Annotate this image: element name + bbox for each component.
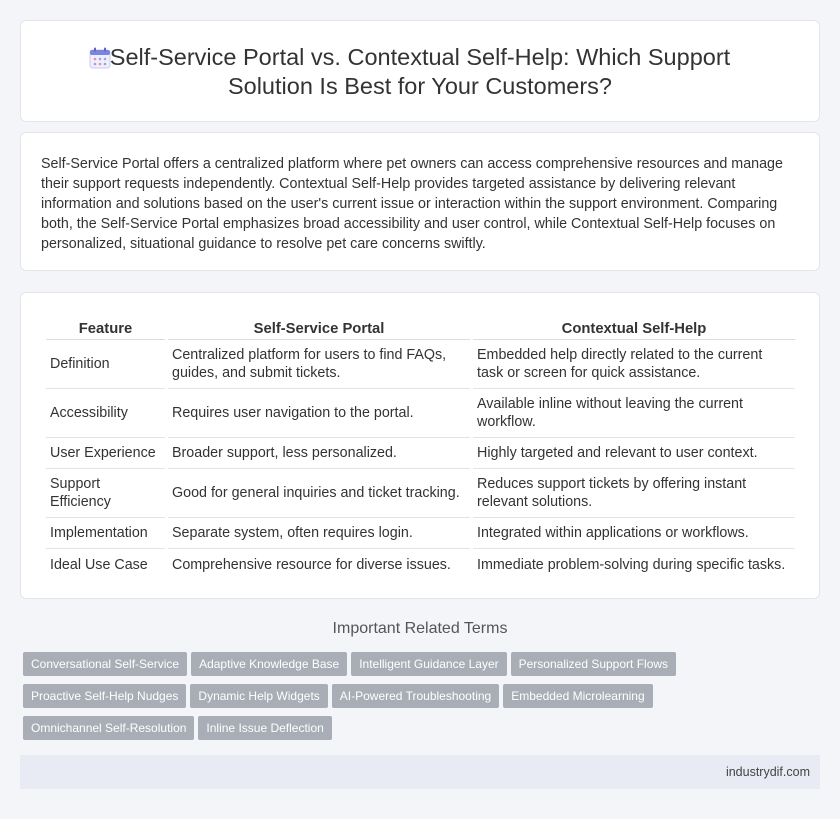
intro-card: [20, 132, 820, 271]
related-term-tag[interactable]: Adaptive Knowledge Base: [191, 652, 347, 676]
page-title-line2: Solution Is Best for Your Customers?: [227, 73, 613, 99]
related-term-tag[interactable]: Personalized Support Flows: [511, 652, 676, 676]
contextual-cell: Immediate problem-solving during specific tasks.: [477, 556, 786, 573]
page-title-line1: Self-Service Portal vs. Contextual Self-Help: Which Support: [109, 44, 731, 70]
comparison-table: [43, 313, 798, 580]
header-feature: Feature: [46, 313, 165, 340]
contextual-cell: Reduces support tickets by offering instant relevant solutions.: [473, 469, 795, 518]
portal-cell: Separate system, often requires login.: [168, 518, 470, 549]
related-term-tag[interactable]: AI-Powered Troubleshooting: [332, 684, 499, 708]
footer: [20, 755, 820, 789]
table-row: [46, 438, 795, 469]
portal-cell: Centralized platform for users to find FAQs, guides, and submit tickets.: [168, 340, 470, 389]
table-row: [46, 389, 795, 438]
portal-cell: Comprehensive resource for diverse issues.: [172, 556, 451, 573]
related-term-tag[interactable]: Embedded Microlearning: [503, 684, 652, 708]
feature-cell: Support Efficiency: [46, 469, 165, 518]
feature-cell: Implementation: [46, 518, 165, 549]
header-self-service-portal: Self-Service Portal: [168, 313, 470, 340]
feature-cell: Accessibility: [46, 389, 165, 438]
table-row: [46, 340, 795, 389]
contextual-cell: Highly targeted and relevant to user context.: [473, 438, 795, 469]
related-term-tag[interactable]: Intelligent Guidance Layer: [351, 652, 506, 676]
portal-cell: Good for general inquiries and ticket tracking.: [168, 469, 470, 518]
related-terms-list: [23, 652, 803, 748]
footer-site-link[interactable]: industrydif.com: [725, 765, 810, 779]
contextual-cell: Integrated within applications or workflows.: [473, 518, 795, 549]
intro-paragraph: Self-Service Portal offers a centralized platform where pet owners can access comprehensive resources and manage their support requests independently. Contextual Self-Help provides targeted assistance by delivering relevant information and solutions based on the user's current issue or interaction within the support environment. Comparing both, the Self-Service Portal emphasizes broad accessibility and user control, while Contextual Self-Help focuses on personalized, situational guidance to resolve pet care concerns swiftly.: [41, 156, 783, 252]
header-contextual-self-help: Contextual Self-Help: [473, 313, 795, 340]
related-term-tag[interactable]: Dynamic Help Widgets: [190, 684, 327, 708]
related-term-tag[interactable]: Omnichannel Self-Resolution: [23, 716, 194, 740]
table-row: [46, 518, 795, 549]
related-term-tag[interactable]: Proactive Self-Help Nudges: [23, 684, 186, 708]
contextual-cell: Embedded help directly related to the current task or screen for quick assistance.: [473, 340, 795, 389]
table-row: [46, 549, 795, 580]
related-term-tag[interactable]: Inline Issue Deflection: [198, 716, 331, 740]
comparison-card: [20, 292, 820, 599]
portal-cell: Broader support, less personalized.: [168, 438, 470, 469]
feature-cell: Definition: [46, 340, 165, 389]
related-terms-heading: Important Related Terms: [332, 620, 508, 637]
feature-cell: Ideal Use Case: [50, 556, 148, 573]
related-term-tag[interactable]: Conversational Self-Service: [23, 652, 187, 676]
feature-cell: User Experience: [46, 438, 165, 469]
table-row: [46, 469, 795, 518]
contextual-cell: Available inline without leaving the current workflow.: [473, 389, 795, 438]
portal-cell: Requires user navigation to the portal.: [168, 389, 470, 438]
page-title: [21, 43, 819, 101]
title-card: [20, 20, 820, 122]
